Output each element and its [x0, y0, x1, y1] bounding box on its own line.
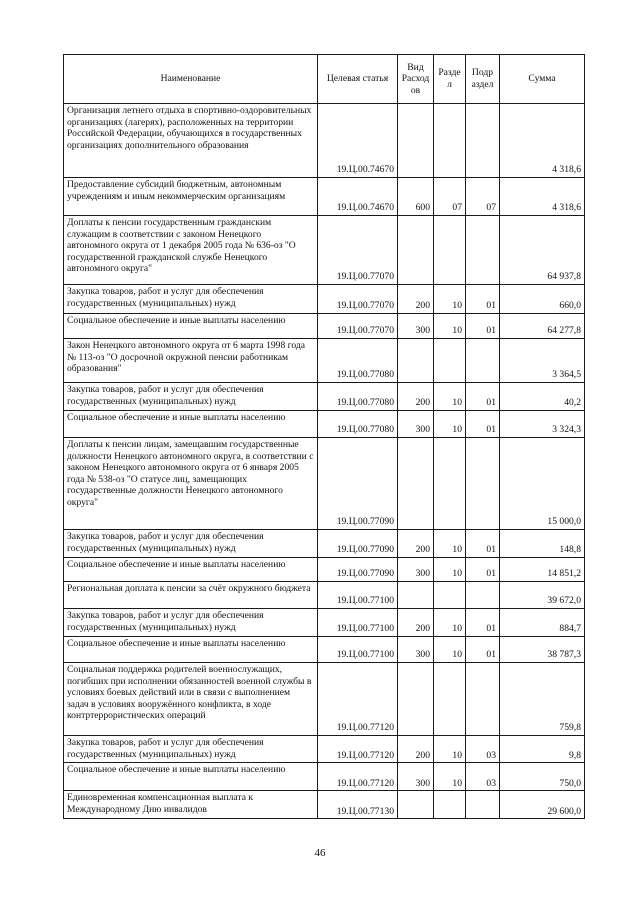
- row-sum: 64 937,8: [500, 216, 585, 285]
- row-podrazdel: 03: [466, 763, 500, 791]
- header-name: Наименование: [64, 55, 318, 104]
- row-target: 19.Ц.00.74670: [318, 104, 398, 178]
- row-vid: 300: [398, 558, 434, 582]
- row-vid: 300: [398, 637, 434, 663]
- row-razdel: [434, 791, 466, 819]
- row-razdel: [434, 104, 466, 178]
- row-sum: 759,8: [500, 663, 585, 736]
- row-name: Доплаты к пенсии государственным гражданским служащим в соответствии с законом Ненецкого автономного округа от 1 декабря 2005 года № 636-оз "О государственной гражданской службе Ненецкого автономного округа": [64, 216, 318, 285]
- row-podrazdel: 01: [466, 637, 500, 663]
- row-sum: 750,0: [500, 763, 585, 791]
- row-vid: [398, 104, 434, 178]
- header-razdel: Разде л: [434, 55, 466, 104]
- row-vid: [398, 582, 434, 609]
- table-row: [64, 216, 585, 285]
- table-row: [64, 791, 585, 819]
- row-razdel: 10: [434, 285, 466, 314]
- row-name: Социальное обеспечение и иные выплаты населению: [64, 411, 318, 438]
- row-podrazdel: 01: [466, 383, 500, 411]
- row-sum: 660,0: [500, 285, 585, 314]
- row-podrazdel: 03: [466, 736, 500, 763]
- row-razdel: 10: [434, 530, 466, 558]
- table-row: [64, 285, 585, 314]
- table-row: [64, 736, 585, 763]
- row-vid: 200: [398, 285, 434, 314]
- row-podrazdel: 01: [466, 530, 500, 558]
- row-sum: 4 318,6: [500, 104, 585, 178]
- row-target: 19.Ц.00.77130: [318, 791, 398, 819]
- row-razdel: 10: [434, 637, 466, 663]
- row-sum: 3 324,3: [500, 411, 585, 438]
- row-razdel: 10: [434, 383, 466, 411]
- row-podrazdel: [466, 438, 500, 530]
- row-target: 19.Ц.00.77100: [318, 609, 398, 637]
- row-vid: [398, 339, 434, 383]
- row-podrazdel: [466, 791, 500, 819]
- row-sum: 39 672,0: [500, 582, 585, 609]
- row-sum: 64 277,8: [500, 314, 585, 339]
- table-row: [64, 609, 585, 637]
- row-sum: 14 851,2: [500, 558, 585, 582]
- row-name: Закупка товаров, работ и услуг для обеспечения государственных (муниципальных) нужд: [64, 609, 318, 637]
- row-vid: [398, 791, 434, 819]
- row-target: 19.Ц.00.77100: [318, 637, 398, 663]
- table-row: [64, 582, 585, 609]
- row-podrazdel: 01: [466, 558, 500, 582]
- row-target: 19.Ц.00.77070: [318, 314, 398, 339]
- row-name: Социальное обеспечение и иные выплаты населению: [64, 558, 318, 582]
- row-razdel: 10: [434, 314, 466, 339]
- row-target: 19.Ц.00.77090: [318, 438, 398, 530]
- row-razdel: 07: [434, 178, 466, 216]
- row-vid: 600: [398, 178, 434, 216]
- table-row: [64, 411, 585, 438]
- row-razdel: 10: [434, 736, 466, 763]
- row-target: 19.Ц.00.77070: [318, 285, 398, 314]
- budget-table: [63, 54, 585, 819]
- row-sum: 4 318,6: [500, 178, 585, 216]
- row-name: Закупка товаров, работ и услуг для обеспечения государственных (муниципальных) нужд: [64, 383, 318, 411]
- header-vid: Вид Расход ов: [398, 55, 434, 104]
- table-row: [64, 663, 585, 736]
- row-name: Доплаты к пенсии лицам, замещавшим государственные должности Ненецкого автономного округа, в соответствии с законом Ненецкого автономного округа от 6 января 2005 года № 538-оз "О статусе лиц, замещающих государственные должности Ненецкого автономного округа": [64, 438, 318, 530]
- row-vid: [398, 216, 434, 285]
- row-sum: 40,2: [500, 383, 585, 411]
- header-target: Целевая статья: [318, 55, 398, 104]
- table-row: [64, 383, 585, 411]
- header-sum: Сумма: [500, 55, 585, 104]
- row-sum: 15 000,0: [500, 438, 585, 530]
- row-vid: [398, 438, 434, 530]
- row-razdel: [434, 582, 466, 609]
- row-vid: 300: [398, 411, 434, 438]
- header-podrazdel: Подр аздел: [466, 55, 500, 104]
- row-target: 19.Ц.00.77080: [318, 339, 398, 383]
- row-sum: 148,8: [500, 530, 585, 558]
- row-name: Организация летнего отдыха в спортивно-оздоровительных организациях (лагерях), расположенных на территории Российской Федерации, обучающихся в государственных организациях дополнительного образования: [64, 104, 318, 178]
- row-razdel: 10: [434, 411, 466, 438]
- row-name: Социальное обеспечение и иные выплаты населению: [64, 763, 318, 791]
- row-podrazdel: [466, 663, 500, 736]
- table-row: [64, 763, 585, 791]
- table-row: [64, 438, 585, 530]
- row-razdel: 10: [434, 558, 466, 582]
- row-podrazdel: 01: [466, 609, 500, 637]
- row-target: 19.Ц.00.77100: [318, 582, 398, 609]
- row-razdel: 10: [434, 609, 466, 637]
- row-target: 19.Ц.00.77120: [318, 763, 398, 791]
- row-sum: 3 364,5: [500, 339, 585, 383]
- table-row: [64, 178, 585, 216]
- row-vid: 300: [398, 314, 434, 339]
- row-vid: [398, 663, 434, 736]
- row-razdel: 10: [434, 763, 466, 791]
- row-podrazdel: 07: [466, 178, 500, 216]
- table-row: [64, 314, 585, 339]
- row-name: Социальное обеспечение и иные выплаты населению: [64, 314, 318, 339]
- row-target: 19.Ц.00.77120: [318, 736, 398, 763]
- row-name: Социальное обеспечение и иные выплаты населению: [64, 637, 318, 663]
- row-podrazdel: 01: [466, 285, 500, 314]
- row-target: 19.Ц.00.77120: [318, 663, 398, 736]
- row-vid: 200: [398, 530, 434, 558]
- row-vid: 200: [398, 736, 434, 763]
- row-name: Предоставление субсидий бюджетным, автономным учреждениям и иным некоммерческим организациям: [64, 178, 318, 216]
- table-row: [64, 530, 585, 558]
- row-sum: 38 787,3: [500, 637, 585, 663]
- page-number: 46: [314, 847, 326, 859]
- row-name: Региональная доплата к пенсии за счёт окружного бюджета: [64, 582, 318, 609]
- row-sum: 9,8: [500, 736, 585, 763]
- row-razdel: [434, 438, 466, 530]
- row-target: 19.Ц.00.74670: [318, 178, 398, 216]
- row-target: 19.Ц.00.77070: [318, 216, 398, 285]
- row-name: Закон Ненецкого автономного округа от 6 марта 1998 года № 113-оз "О досрочной окружной пенсии работникам образования": [64, 339, 318, 383]
- row-podrazdel: [466, 582, 500, 609]
- row-target: 19.Ц.00.77090: [318, 530, 398, 558]
- table-row: [64, 104, 585, 178]
- row-sum: 29 600,0: [500, 791, 585, 819]
- row-podrazdel: [466, 339, 500, 383]
- row-podrazdel: 01: [466, 411, 500, 438]
- row-target: 19.Ц.00.77080: [318, 411, 398, 438]
- row-podrazdel: 01: [466, 314, 500, 339]
- table-row: [64, 558, 585, 582]
- table-row: [64, 339, 585, 383]
- row-razdel: [434, 216, 466, 285]
- row-target: 19.Ц.00.77090: [318, 558, 398, 582]
- row-target: 19.Ц.00.77080: [318, 383, 398, 411]
- row-name: Закупка товаров, работ и услуг для обеспечения государственных (муниципальных) нужд: [64, 736, 318, 763]
- row-razdel: [434, 663, 466, 736]
- row-podrazdel: [466, 104, 500, 178]
- table-header-row: [64, 55, 585, 104]
- row-vid: 200: [398, 383, 434, 411]
- row-razdel: [434, 339, 466, 383]
- row-name: Закупка товаров, работ и услуг для обеспечения государственных (муниципальных) нужд: [64, 530, 318, 558]
- row-name: Единовременная компенсационная выплата к Международному Дню инвалидов: [64, 791, 318, 819]
- row-name: Социальная поддержка родителей военнослужащих, погибших при исполнении обязанностей военной службы в условиях боевых действий или в связи с выполнением задач в условиях вооружённого конфликта, в ходе контртеррористических операций: [64, 663, 318, 736]
- row-podrazdel: [466, 216, 500, 285]
- table-row: [64, 637, 585, 663]
- row-vid: 300: [398, 763, 434, 791]
- row-vid: 200: [398, 609, 434, 637]
- row-name: Закупка товаров, работ и услуг для обеспечения государственных (муниципальных) нужд: [64, 285, 318, 314]
- row-sum: 884,7: [500, 609, 585, 637]
